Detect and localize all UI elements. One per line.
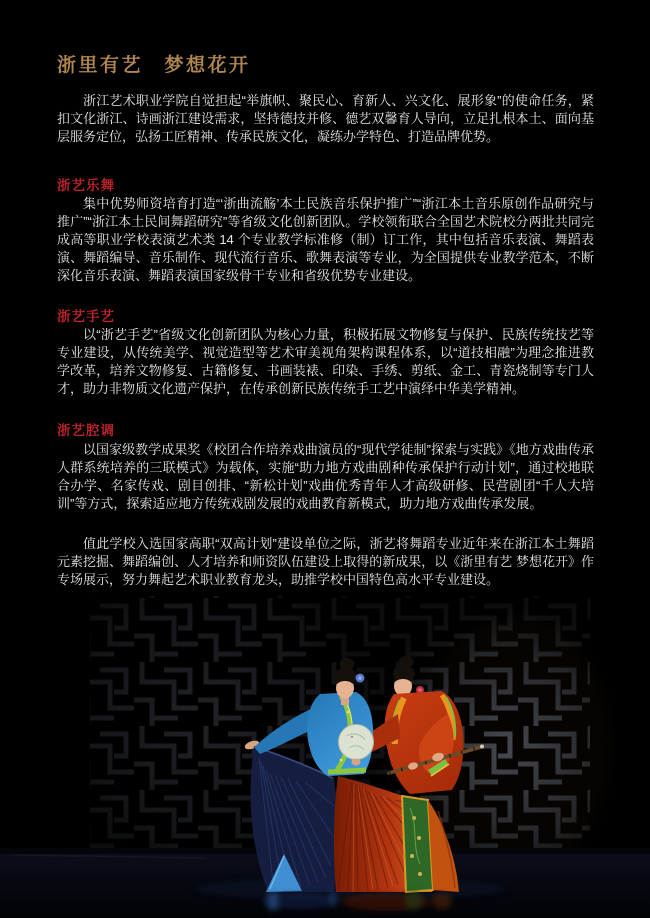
section-heading-yuewu: 浙艺乐舞 — [57, 178, 115, 193]
section-body-shouyi: 以“浙艺手艺”省级文化创新团队为核心力量，积极拓展文物修复与保护、民族传统技艺等专业建设，从传统美学、视觉造型等艺术审美视角架构课程体系，以“道技相融”为理念推进教学改革，培养文物修复、古籍修复、书画装裱、印染、手绣、剪纸、金工、青瓷烧制等专门人才，助力非物质文化遗产保护，在传承创新民族传统手工艺中演绎中华美学精神。 — [57, 327, 594, 396]
stage-photo-svg — [0, 596, 650, 918]
page-title: 浙里有艺 梦想花开 — [57, 55, 251, 76]
intro-paragraph: 浙江艺术职业学院自觉担起“举旗帜、聚民心、育新人、兴文化、展形象”的使命任务，紧扣文化浙江、诗画浙江建设需求，坚持德技并修、德艺双馨育人导向，立足扎根本土、面向基层服务定位，弘扬工匠精神、传承民族文化，凝练办学特色、打造品牌优势。 — [57, 93, 594, 144]
stage-photo — [0, 596, 650, 918]
round-silk-fan — [339, 725, 374, 760]
section-heading-shouyi: 浙艺手艺 — [57, 309, 115, 324]
section-body-qiangdiao: 以国家级教学成果奖《校团合作培养戏曲演员的“现代学徒制”探索与实践》《地方戏曲传承人群系统培养的三联模式》为载体，实施“助力地方戏曲剧种传承保护行动计划”，通过校地联合办学、名家传戏、剧目创排、“新松计划”戏曲优秀青年人才高级研修、民营剧团“千人大培训”等方式，探索适应地方传统戏剧发展的戏曲教育新模式，助力地方戏曲传承发展。 — [57, 442, 594, 511]
closing-paragraph: 值此学校入选国家高职“双高计划”建设单位之际，浙艺将舞蹈专业近年来在浙江本土舞蹈元素挖掘、舞蹈编创、人才培养和师资队伍建设上取得的新成果，以《浙里有艺 梦想花开》作专场展示，努力舞起艺术职业教育龙头，助推学校中国特色高水平专业建设。 — [57, 536, 594, 587]
section-heading-qiangdiao: 浙艺腔调 — [57, 423, 115, 438]
section-body-yuewu: 集中优势师资培育打造“‘浙曲流觞’本土民族音乐保护推广”“浙江本土音乐原创作品研究与推广”“浙江本土民间舞蹈研究”等省级文化创新团队。学校领衔联合全国艺术院校分两批共同完成高等职业学校表演艺术类 14 个专业教学标准修（制）订工作，其中包括音乐表演、舞蹈表演、舞蹈编导、音乐制作、现代流行音乐、歌舞表演等专业，为全国提供专业教学范本，不断深化音乐表演、舞蹈表演国家级骨干专业和省级优势专业建设。 — [57, 196, 594, 283]
